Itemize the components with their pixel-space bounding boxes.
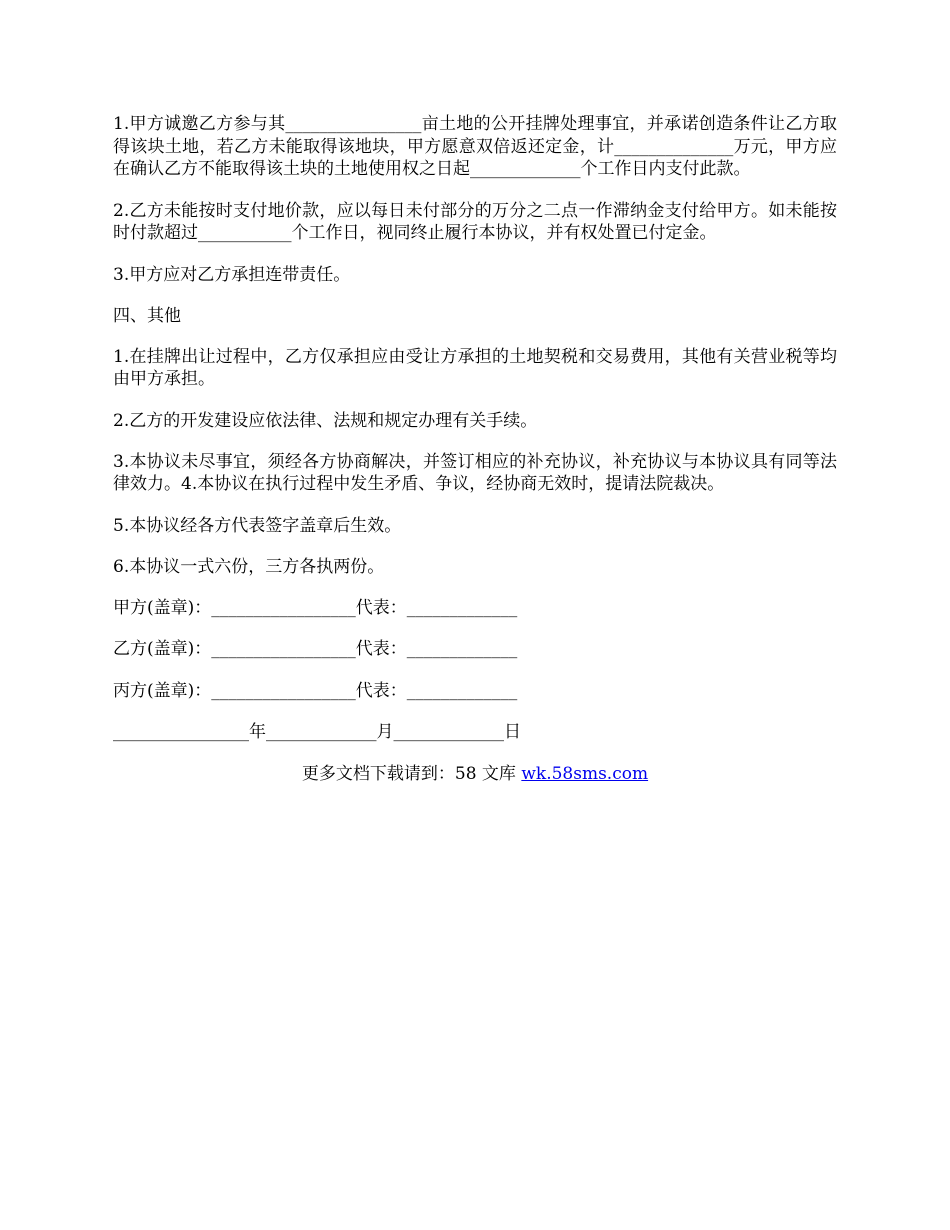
clause-paragraph: 1.在挂牌出让过程中，乙方仅承担应由受让方承担的土地契税和交易费用，其他有关营业税等均由甲方承担。 [113,346,837,389]
footer [113,763,837,786]
footer-link[interactable]: wk.58sms.com [521,763,649,784]
clause-paragraph: 5.本协议经各方代表签字盖章后生效。 [113,515,402,536]
clause-paragraph: 2.乙方未能按时支付地价款，应以每日未付部分的万分之二点一作滞纳金支付给甲方。如未能按时付款超过___________个工作日，视同终止履行本协议，并有权处置已付定金。 [113,200,837,243]
date-line: ________________年_____________月_____________日 [113,722,521,742]
section-heading: 四、其他 [113,305,181,326]
footer-text: 更多文档下载请到：58 文库 [301,763,522,784]
signature-line-party-c: 丙方(盖章)：_________________代表：_____________ [113,680,518,701]
signature-line-party-b: 乙方(盖章)：_________________代表：_____________ [113,639,518,659]
clause-paragraph: 1.甲方诚邀乙方参与其________________亩土地的公开挂牌处理事宜，并承诺创造条件让乙方取得该块土地，若乙方未能取得该地块，甲方愿意双倍返还定金，计______________万元，甲方应在确认乙方不能取得该土块的土地使用权之日起_____________个工作日内支付此款。 [113,114,837,179]
clause-paragraph: 3.甲方应对乙方承担连带责任。 [113,264,351,285]
clause-paragraph: 3.本协议未尽事宜，须经各方协商解决，并签订相应的补充协议，补充协议与本协议具有同等法律效力。4.本协议在执行过程中发生矛盾、争议，经协商无效时，提请法院裁决。 [113,451,837,494]
document-page [113,113,837,785]
signature-line-party-a: 甲方(盖章)：_________________代表：_____________ [113,597,518,618]
clause-paragraph: 6.本协议一式六份，三方各执两份。 [113,556,385,577]
clause-paragraph: 2.乙方的开发建设应依法律、法规和规定办理有关手续。 [113,410,538,431]
